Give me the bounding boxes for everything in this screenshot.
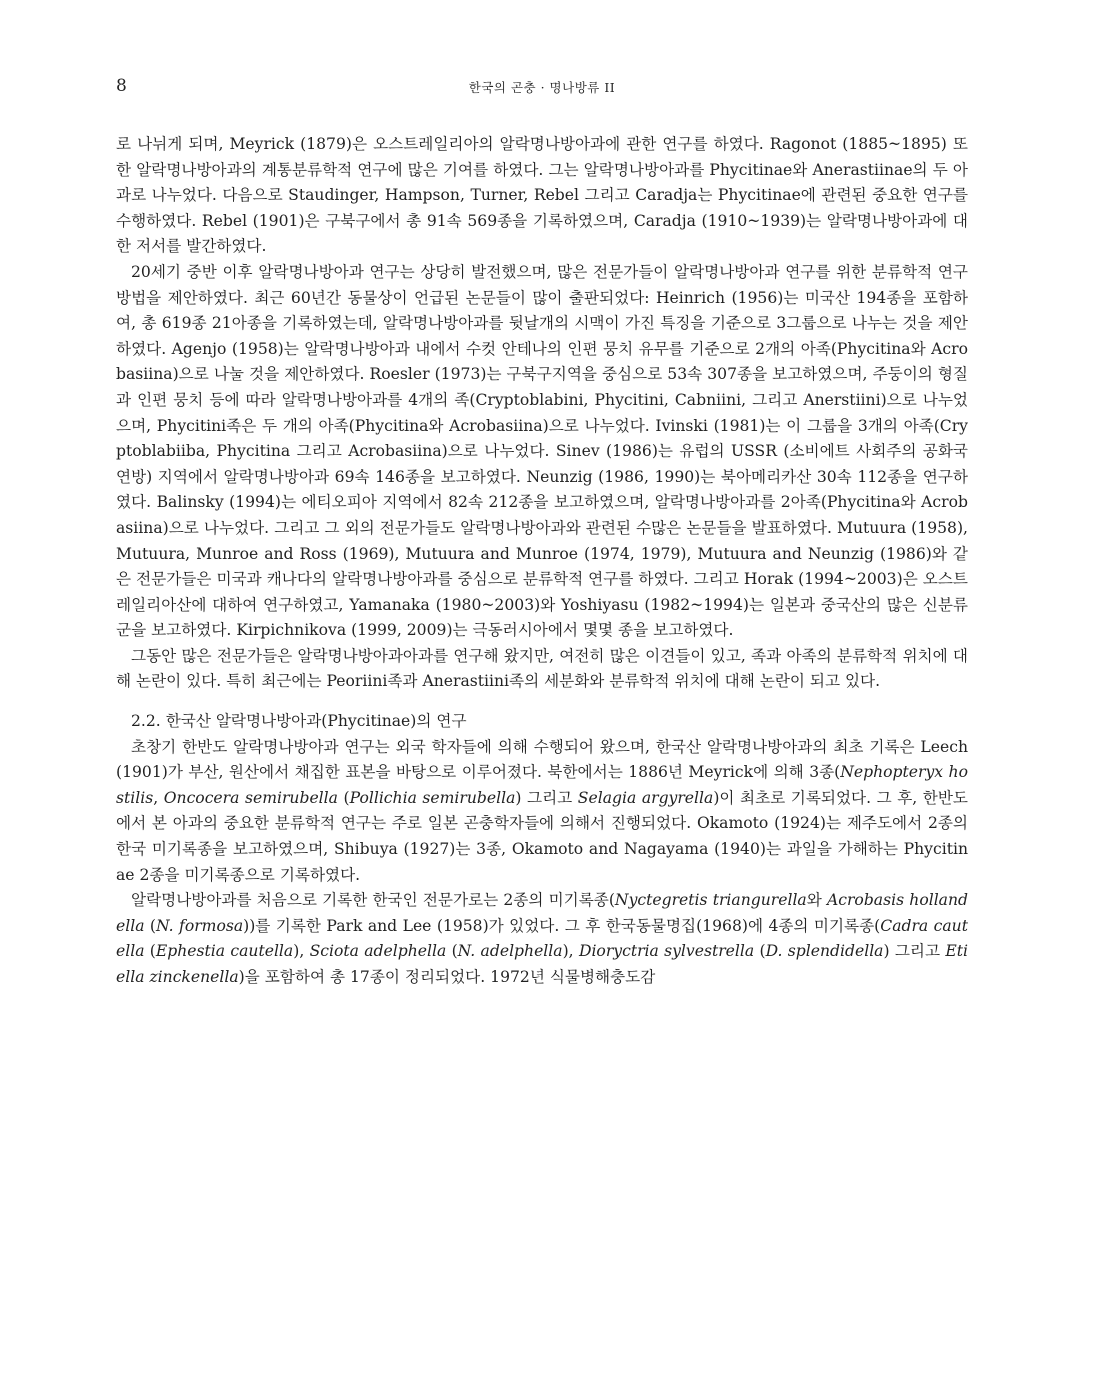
body-text [116,132,968,991]
species-name: Sciota adelphella [309,942,447,961]
paragraph [116,888,968,990]
paragraph: 그동안 많은 전문가들은 알락명나방아과아과를 연구해 왔지만, 여전히 많은 이견들이 있고, 족과 아족의 분류학적 위치에 대해 논란이 있다. 특히 최근에는 Peoriini족과 Anerastiini족의 세분화와 분류학적 위치에 대해 논란이 되고 있다. [116,646,968,691]
section-heading: 2.2. 한국산 알락명나방아과(Phycitinae)의 연구 [131,712,467,731]
text-run: ), [293,942,310,961]
page-number: 8 [116,76,127,96]
text-run: ( [446,942,458,961]
species-name: Pollichia semirubella [349,788,516,807]
species-name: Dioryctria sylvestrella [578,942,755,961]
text-run: ) 그리고 [883,942,946,961]
text-run: 초창기 한반도 알락명나방아과 연구는 외국 학자들에 의해 수행되어 왔으며, 한국산 알락명나방아과의 최초 기록은 Leech (1901)가 부산, 원산에서 채집한 표본을 바탕으로 이루어졌다. 북한에서는 1886년 Meyrick에 의해 3종( [116,737,968,782]
text-run: ( [144,942,156,961]
text-run: )을 포함하여 총 17종이 정리되었다. 1972년 식물병해충도감 [238,968,656,986]
species-name: Nephopteryx hostilis [116,763,968,807]
species-name: Oncocera semirubella [163,788,338,807]
running-title: 한국의 곤충 · 명나방류 II [468,80,616,95]
text-run: 알락명나방아과를 처음으로 기록한 한국인 전문가로는 2종의 미기록종( [131,891,615,910]
species-name: Acrobasis hollandella [116,891,968,935]
text-run: )이 최초로 기록되었다. 그 후, 한반도에서 본 아과의 중요한 분류학적 연구는 주로 일본 곤충학자들에 의해서 진행되었다. Okamoto (1924)는 제주도에서 2종의 한국 미기록종을 보고하였으며, Shibuya (1927)는 3종, Okamoto and Nagayama (1940)는 과일을 가해하는 Phycitinae 2종을 미기록종으로 기록하였다. [116,788,968,884]
paragraph: 20세기 중반 이후 알락명나방아과 연구는 상당히 발전했으며, 많은 전문가들이 알락명나방아과 연구를 위한 분류학적 연구방법을 제안하였다. 최근 60년간 동물상이 언급된 논문들이 많이 출판되었다: Heinrich (1956)는 미국산 194종을 포함하여, 총 619종 21아종을 기록하였는데, 알락명나방아과를 뒷날개의 시맥이 가진 특징을 기준으로 3그룹으로 나누는 것을 제안하였다. Agenjo (1958)는 알락명나방아과 내에서 수컷 안테나의 인편 뭉치 유무를 기준으로 2개의 아족(Phycitina와 Acrobasiina)으로 나눌 것을 제안하였다. Roesler (1973)는 구북구지역을 중심으로 53속 307종을 보고하였으며, 주둥이의 형질과 인편 뭉치 등에 따라 알락명나방아과를 4개의 족(Cryptoblabini, Phycitini, Cabniini, 그리고 Anerstiini)으로 나누었으며, Phycitini족은 두 개의 아족(Phycitina와 Acrobasiina)으로 나누었다. Ivinski (1981)는 이 그룹을 3개의 아족(Cryptoblabiiba, Phycitina 그리고 Acrobasiina)으로 나누었다. Sinev (1986)는 유럽의 USSR (소비에트 사회주의 공화국 연방) 지역에서 알락명나방아과 69속 146종을 보고하였다. Neunzig (1986, 1990)는 북아메리카산 30속 112종을 연구하였다. Balinsky (1994)는 에티오피아 지역에서 82속 212종을 보고하였으며, 알락명나방아과를 2아족(Phycitina와 Acrobasiina)으로 나누었다. 그리고 그 외의 전문가들도 알락명나방아과와 관련된 수많은 논문들을 발표하였다. Mutuura (1958), Mutuura, Munroe and Ross (1969), Mutuura and Munroe (1974, 1979), Mutuura and Neunzig (1986)와 같은 전문가들은 미국과 캐나다의 알락명나방아과를 중심으로 분류학적 연구를 하였다. 그리고 Horak (1994~2003)은 오스트레일리아산에 대하여 연구하였고, Yamanaka (1980~2003)와 Yoshiyasu (1982~1994)는 일본과 중국산의 많은 신분류군을 보고하였다. Kirpichnikova (1999, 2009)는 극동러시아에서 몇몇 종을 보고하였다. [116,262,968,640]
text-run: ), [562,942,579,961]
document-page [116,70,968,991]
text-run: ( [337,788,350,807]
species-name: Cadra cautella [116,916,968,961]
species-name: Nyctegretis triangurella [614,891,807,910]
species-name: Etiella zinckenella [116,942,968,986]
species-name: Selagia argyrella [577,788,714,807]
text-run: ( [144,916,157,935]
page-header [116,70,968,106]
paragraph [116,735,968,889]
species-name: D. splendidella [765,942,884,961]
text-run: 와 [806,891,827,910]
species-name: Ephestia cautella [155,942,294,961]
text-run: , [153,788,164,807]
paragraph: 로 나뉘게 되며, Meyrick (1879)은 오스트레일리아의 알락명나방아과에 관한 연구를 하였다. Ragonot (1885~1895) 또한 알락명나방아과의 계통분류학적 연구에 많은 기여를 하였다. 그는 알락명나방아과를 Phycitinae와 Anerastiinae의 두 아과로 나누었다. 다음으로 Staudinger, Hampson, Turner, Rebel 그리고 Caradja는 Phycitinae에 관련된 중요한 연구를 수행하였다. Rebel (1901)은 구북구에서 총 91속 569종을 기록하였으며, Caradja (1910~1939)는 알락명나방아과에 대한 저서를 발간하였다. [116,135,968,256]
species-name: N. adelphella [457,942,563,961]
text-run: ( [754,942,766,961]
text-run: ) 그리고 [515,788,578,807]
species-name: N. formosa [156,916,244,935]
text-run: ))를 기록한 Park and Lee (1958)가 있었다. 그 후 한국동물명집(1968)에 4종의 미기록종( [243,916,881,935]
